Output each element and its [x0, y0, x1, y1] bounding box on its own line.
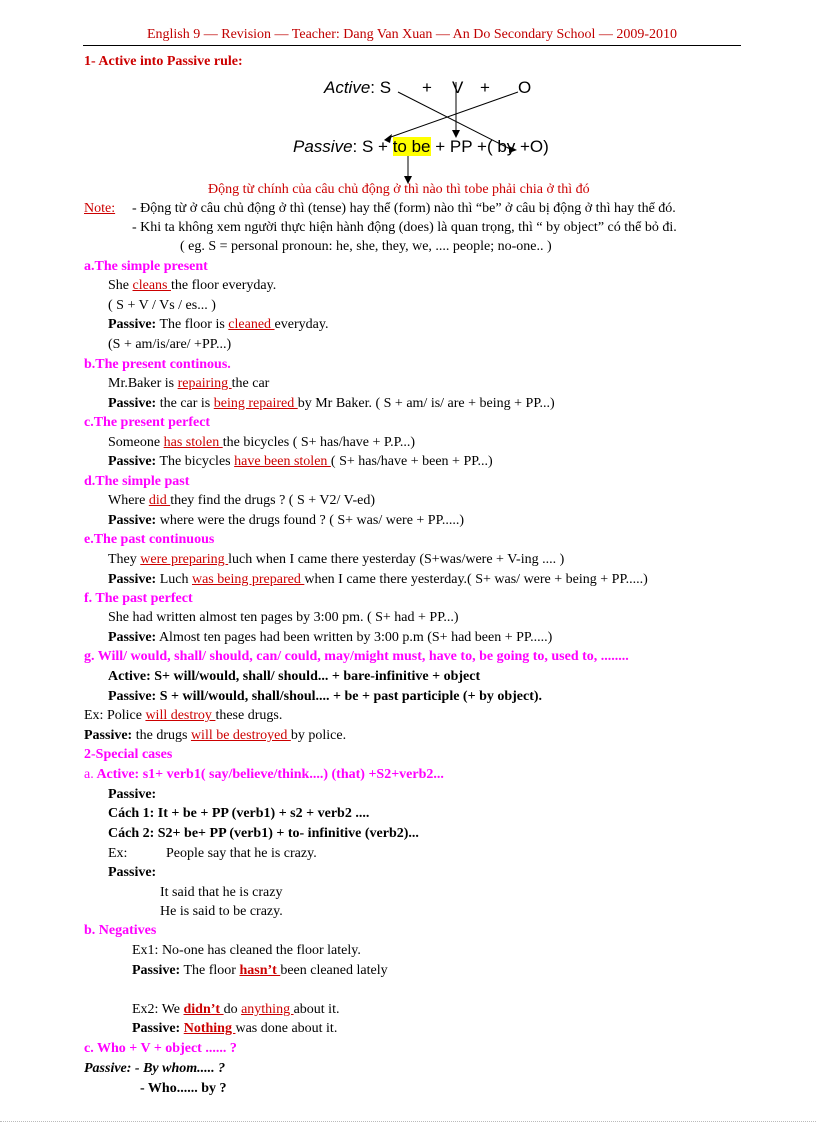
negatives-ex-2-passive: Passive: Nothing was done about it.: [132, 1021, 338, 1036]
section-1-title: 1- Active into Passive rule:: [84, 54, 243, 69]
present-continuous-title: b.The present continous.: [84, 357, 231, 372]
note-line-2: - Khi ta không xem người thực hiện hành động (does) là quan trọng, thì “ by object” có thể bỏ đi.: [132, 220, 677, 235]
modals-active-formula: Active: S+ will/would, shall/ should... + bare-infinitive + object: [108, 669, 481, 684]
simple-present-formula: ( S + V / Vs / es... ): [108, 298, 216, 313]
active-plus-2: +: [480, 78, 490, 97]
active-passive-diagram: [280, 70, 580, 185]
special-a-passive-2: He is said to be crazy.: [160, 904, 283, 919]
active-v: V: [452, 78, 464, 97]
modals-example-passive: Passive: the drugs will be destroyed by police.: [84, 728, 347, 743]
past-perfect-passive: Passive: Almost ten pages had been written by 3:00 p.m (S+ had been + PP.....): [108, 630, 553, 645]
diagram-caption: Động từ chính của câu chủ động ở thì nào thì tobe phải chia ở thì đó: [208, 182, 590, 197]
simple-present-title: a.The simple present: [84, 259, 208, 274]
special-a-ex-label: Ex:: [108, 846, 128, 861]
active-plus-1: +: [422, 78, 432, 97]
passive-pp: + PP: [435, 137, 473, 156]
passive-by-object: +( by +O): [477, 137, 549, 156]
who-passive-2: - Who...... by ?: [140, 1081, 227, 1096]
page-bottom-border: [0, 1121, 816, 1122]
present-continuous-passive: Passive: the car is being repaired by Mr Baker. ( S + am/ is/ are + being + PP...): [108, 396, 555, 411]
active-o: O: [518, 78, 532, 97]
note-line-3: ( eg. S = personal pronoun: he, she, they, we, .... people; no-one.. ): [180, 239, 552, 254]
simple-present-example: She cleans the floor everyday.: [108, 278, 277, 293]
who-title: c. Who + V + object ...... ?: [84, 1041, 237, 1056]
simple-past-title: d.The simple past: [84, 474, 190, 489]
modals-title: g. Will/ would, shall/ should, can/ could, may/might must, have to, be going to, used to, ........: [84, 649, 629, 664]
present-continuous-example: Mr.Baker is repairing the car: [108, 376, 270, 391]
to-be-highlight: to be: [392, 137, 431, 156]
note-line-1: - Động từ ở câu chủ động ở thì (tense) hay thể (form) nào thì “be” ở câu bị động ở thì hay thể đó.: [132, 201, 676, 216]
negatives-ex-1: Ex1: No-one has cleaned the floor lately.: [132, 943, 361, 958]
section-2-title: 2-Special cases: [84, 747, 173, 762]
past-perfect-title: f. The past perfect: [84, 591, 193, 606]
special-a-title: a. Active: s1+ verb1( say/believe/think....) (that) +S2+verb2...: [84, 767, 444, 782]
passive-s: : S +: [352, 137, 388, 156]
modals-example: Ex: Police will destroy these drugs.: [84, 708, 283, 723]
past-continuous-example: They were preparing luch when I came there yesterday (S+was/were + V-ing .... ): [108, 552, 565, 567]
simple-past-example: Where did they find the drugs ? ( S + V2/ V-ed): [108, 493, 375, 508]
negatives-ex-2: Ex2: We didn’t do anything about it.: [132, 1002, 340, 1017]
simple-present-passive-formula: (S + am/is/are/ +PP...): [108, 337, 232, 352]
negatives-title: b. Negatives: [84, 923, 157, 938]
past-continuous-title: e.The past continuous: [84, 532, 215, 547]
special-a-ex-text: People say that he is crazy.: [166, 846, 317, 861]
past-continuous-passive: Passive: Luch was being prepared when I came there yesterday.( S+ was/ were + being + PP.....): [108, 572, 648, 587]
note-label: Note:: [84, 201, 116, 216]
special-a-passive-1: It said that he is crazy: [160, 885, 283, 900]
simple-past-passive: Passive: where were the drugs found ? ( S+ was/ were + PP.....): [108, 513, 464, 528]
present-perfect-passive: Passive: The bicycles have been stolen ( S+ has/have + been + PP...): [108, 454, 493, 469]
passive-label: Passive: [293, 137, 353, 156]
active-s: : S: [370, 78, 392, 97]
active-label: Active: [324, 78, 371, 97]
negatives-ex-1-passive: Passive: The floor hasn’t been cleaned lately: [132, 963, 388, 978]
page-header: English 9 — Revision — Teacher: Dang Van Xuan — An Do Secondary School — 2009-2010: [83, 26, 741, 46]
present-perfect-example: Someone has stolen the bicycles ( S+ has/have + P.P...): [108, 435, 416, 450]
present-perfect-title: c.The present perfect: [84, 415, 211, 430]
past-perfect-example: She had written almost ten pages by 3:00 pm. ( S+ had + PP...): [108, 610, 459, 625]
special-a-cach-2: Cách 2: S2+ be+ PP (verb1) + to- infinitive (verb2)...: [108, 826, 419, 841]
special-a-passive-label: Passive:: [108, 787, 157, 802]
special-a-passive-label-2: Passive:: [108, 865, 157, 880]
who-passive-1: Passive: - By whom..... ?: [84, 1061, 226, 1076]
special-a-cach-1: Cách 1: It + be + PP (verb1) + s2 + verb2 ....: [108, 806, 370, 821]
modals-passive-formula: Passive: S + will/would, shall/shoul.... + be + past participle (+ by object).: [108, 689, 543, 704]
simple-present-passive: Passive: The floor is cleaned everyday.: [108, 317, 329, 332]
